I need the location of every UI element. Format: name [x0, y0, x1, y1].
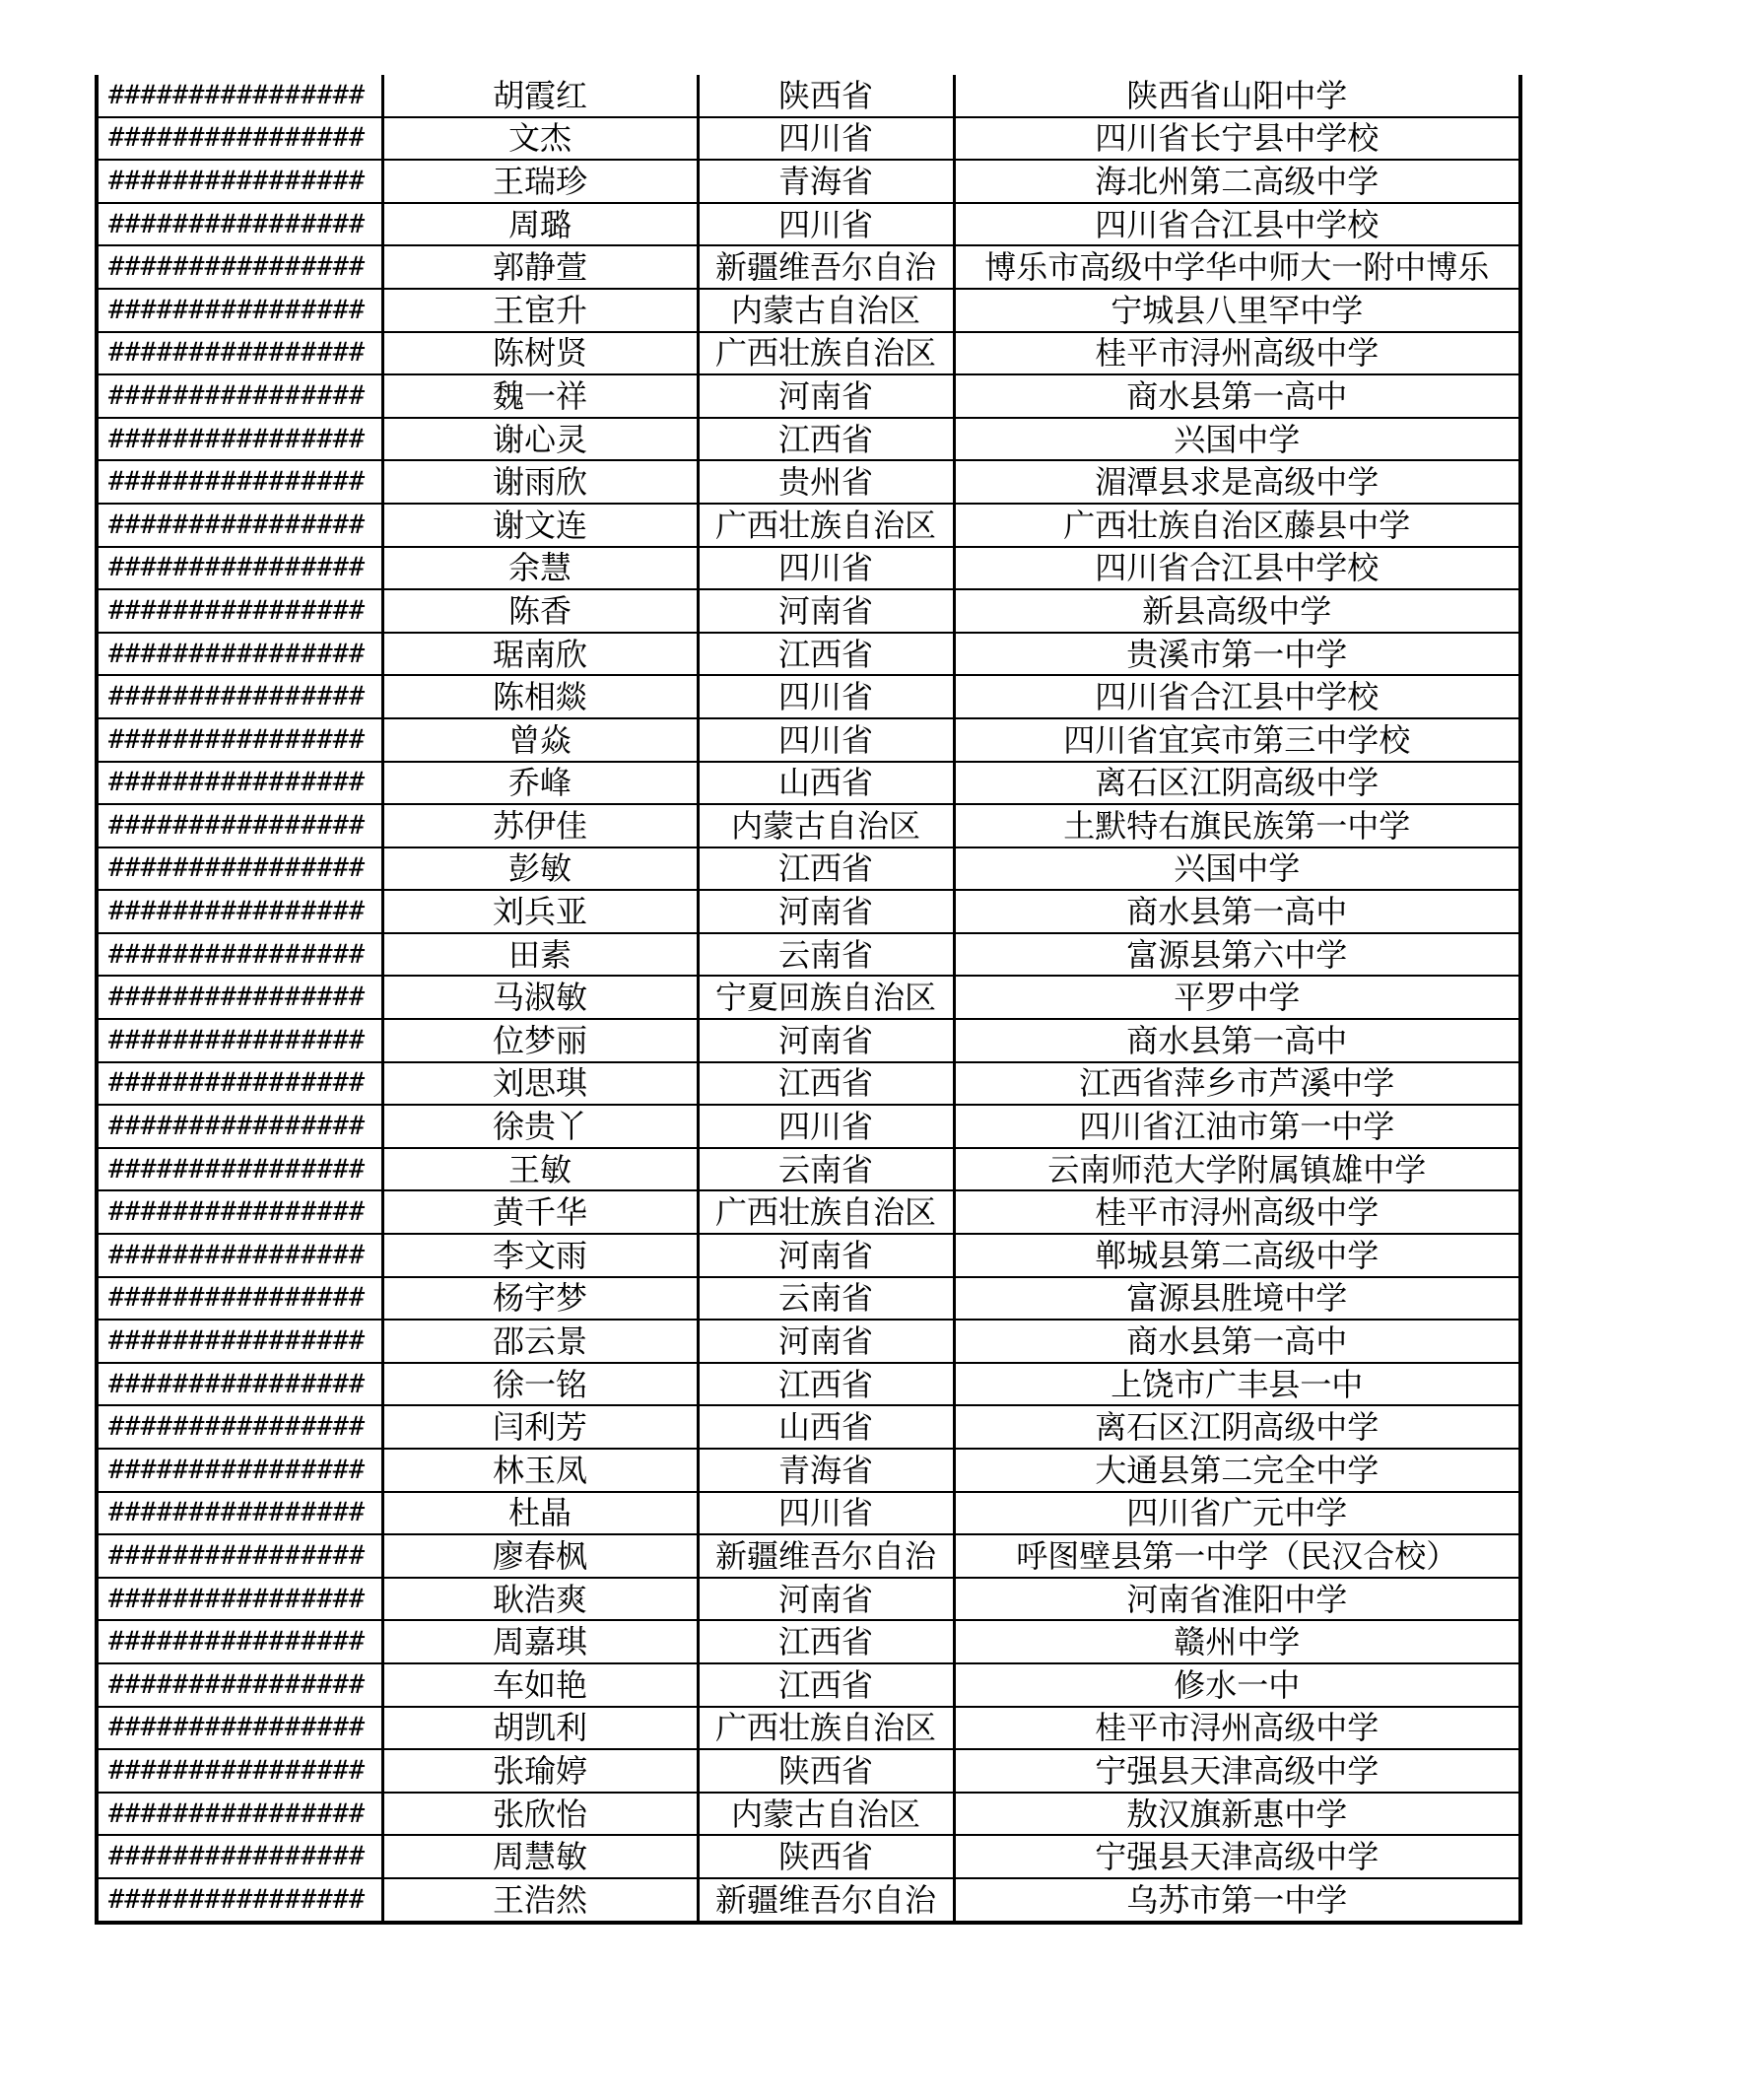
province-cell: 山西省 [698, 1405, 954, 1449]
id-cell: ################ [97, 1707, 382, 1750]
name-cell: 李文雨 [382, 1234, 698, 1277]
school-cell: 海北州第二高级中学 [954, 160, 1520, 203]
table-row [97, 374, 1520, 418]
table-row [97, 847, 1520, 891]
school-cell: 广西壮族自治区藤县中学 [954, 504, 1520, 547]
school-cell: 博乐市高级中学华中师大一附中博乐 [954, 245, 1520, 289]
table-row [97, 160, 1520, 203]
name-cell: 廖春枫 [382, 1534, 698, 1578]
table-row [97, 675, 1520, 718]
province-cell: 陕西省 [698, 75, 954, 117]
name-cell: 周璐 [382, 203, 698, 246]
school-cell: 四川省长宁县中学校 [954, 117, 1520, 161]
table-row [97, 1320, 1520, 1363]
table-row [97, 1793, 1520, 1836]
school-cell: 大通县第二完全中学 [954, 1449, 1520, 1492]
id-cell: ################ [97, 1148, 382, 1191]
name-cell: 谢雨欣 [382, 460, 698, 504]
table-row [97, 718, 1520, 762]
name-cell: 徐贵丫 [382, 1105, 698, 1148]
id-cell: ################ [97, 1620, 382, 1663]
name-cell: 彭敏 [382, 847, 698, 891]
name-cell: 谢文连 [382, 504, 698, 547]
school-cell: 郸城县第二高级中学 [954, 1234, 1520, 1277]
table-row [97, 890, 1520, 933]
school-cell: 四川省宜宾市第三中学校 [954, 718, 1520, 762]
province-cell: 四川省 [698, 547, 954, 590]
province-cell: 河南省 [698, 1234, 954, 1277]
id-cell: ################ [97, 1878, 382, 1923]
name-cell: 刘兵亚 [382, 890, 698, 933]
province-cell: 河南省 [698, 1320, 954, 1363]
table-row [97, 117, 1520, 161]
name-cell: 张欣怡 [382, 1793, 698, 1836]
province-cell: 广西壮族自治区 [698, 504, 954, 547]
name-cell: 苏伊佳 [382, 804, 698, 847]
school-cell: 宁强县天津高级中学 [954, 1835, 1520, 1878]
school-cell: 离石区江阴高级中学 [954, 1405, 1520, 1449]
school-cell: 呼图壁县第一中学（民汉合校） [954, 1534, 1520, 1578]
name-cell: 胡霞红 [382, 75, 698, 117]
table-row [97, 1105, 1520, 1148]
name-cell: 王浩然 [382, 1878, 698, 1923]
name-cell: 位梦丽 [382, 1019, 698, 1062]
table-row [97, 589, 1520, 633]
province-cell: 江西省 [698, 1363, 954, 1406]
id-cell: ################ [97, 1190, 382, 1234]
name-cell: 乔峰 [382, 762, 698, 805]
province-cell: 四川省 [698, 1105, 954, 1148]
school-cell: 陕西省山阳中学 [954, 75, 1520, 117]
name-cell: 陈树贤 [382, 332, 698, 375]
school-cell: 四川省合江县中学校 [954, 203, 1520, 246]
id-cell: ################ [97, 1534, 382, 1578]
id-cell: ################ [97, 804, 382, 847]
id-cell: ################ [97, 675, 382, 718]
id-cell: ################ [97, 1793, 382, 1836]
school-cell: 兴国中学 [954, 847, 1520, 891]
id-cell: ################ [97, 1277, 382, 1321]
id-cell: ################ [97, 1019, 382, 1062]
table-row [97, 332, 1520, 375]
name-cell: 琚南欣 [382, 633, 698, 676]
table-row [97, 976, 1520, 1019]
name-cell: 黄千华 [382, 1190, 698, 1234]
province-cell: 河南省 [698, 1578, 954, 1621]
id-cell: ################ [97, 1363, 382, 1406]
province-cell: 新疆维吾尔自治 [698, 245, 954, 289]
school-cell: 商水县第一高中 [954, 374, 1520, 418]
name-cell: 刘思琪 [382, 1062, 698, 1106]
table-row [97, 1492, 1520, 1535]
table-row [97, 1234, 1520, 1277]
province-cell: 四川省 [698, 203, 954, 246]
id-cell: ################ [97, 933, 382, 977]
province-cell: 青海省 [698, 1449, 954, 1492]
table-row [97, 1534, 1520, 1578]
id-cell: ################ [97, 418, 382, 461]
id-cell: ################ [97, 1835, 382, 1878]
school-cell: 商水县第一高中 [954, 1019, 1520, 1062]
id-cell: ################ [97, 847, 382, 891]
table-row [97, 1449, 1520, 1492]
id-cell: ################ [97, 117, 382, 161]
province-cell: 江西省 [698, 418, 954, 461]
id-cell: ################ [97, 589, 382, 633]
name-cell: 田素 [382, 933, 698, 977]
school-cell: 敖汉旗新惠中学 [954, 1793, 1520, 1836]
table-row [97, 933, 1520, 977]
name-cell: 马淑敏 [382, 976, 698, 1019]
table-row [97, 245, 1520, 289]
province-cell: 云南省 [698, 1277, 954, 1321]
name-cell: 杜晶 [382, 1492, 698, 1535]
province-cell: 四川省 [698, 718, 954, 762]
school-cell: 宁城县八里罕中学 [954, 289, 1520, 332]
province-cell: 宁夏回族自治区 [698, 976, 954, 1019]
table-row [97, 1019, 1520, 1062]
name-cell: 陈相燚 [382, 675, 698, 718]
province-cell: 江西省 [698, 847, 954, 891]
id-cell: ################ [97, 890, 382, 933]
province-cell: 四川省 [698, 117, 954, 161]
id-cell: ################ [97, 1405, 382, 1449]
table-row [97, 633, 1520, 676]
id-cell: ################ [97, 1492, 382, 1535]
table-row [97, 1878, 1520, 1923]
name-cell: 魏一祥 [382, 374, 698, 418]
table-row [97, 1707, 1520, 1750]
school-cell: 离石区江阴高级中学 [954, 762, 1520, 805]
school-cell: 江西省萍乡市芦溪中学 [954, 1062, 1520, 1106]
id-cell: ################ [97, 1663, 382, 1707]
id-cell: ################ [97, 633, 382, 676]
id-cell: ################ [97, 460, 382, 504]
id-cell: ################ [97, 1105, 382, 1148]
table-row [97, 1363, 1520, 1406]
province-cell: 江西省 [698, 633, 954, 676]
school-cell: 平罗中学 [954, 976, 1520, 1019]
name-cell: 张瑜婷 [382, 1749, 698, 1793]
school-cell: 土默特右旗民族第一中学 [954, 804, 1520, 847]
table-row [97, 1620, 1520, 1663]
province-cell: 广西壮族自治区 [698, 1190, 954, 1234]
name-cell: 王瑞珍 [382, 160, 698, 203]
province-cell: 江西省 [698, 1062, 954, 1106]
id-cell: ################ [97, 976, 382, 1019]
id-cell: ################ [97, 547, 382, 590]
province-cell: 贵州省 [698, 460, 954, 504]
name-cell: 余慧 [382, 547, 698, 590]
province-cell: 河南省 [698, 589, 954, 633]
table-row [97, 1148, 1520, 1191]
id-cell: ################ [97, 504, 382, 547]
province-cell: 广西壮族自治区 [698, 332, 954, 375]
name-cell: 徐一铭 [382, 1363, 698, 1406]
name-cell: 胡凯利 [382, 1707, 698, 1750]
table-row [97, 804, 1520, 847]
school-cell: 湄潭县求是高级中学 [954, 460, 1520, 504]
school-cell: 赣州中学 [954, 1620, 1520, 1663]
school-cell: 四川省合江县中学校 [954, 675, 1520, 718]
id-cell: ################ [97, 718, 382, 762]
school-cell: 河南省淮阳中学 [954, 1578, 1520, 1621]
province-cell: 河南省 [698, 890, 954, 933]
province-cell: 陕西省 [698, 1835, 954, 1878]
table-row [97, 75, 1520, 117]
name-cell: 邵云景 [382, 1320, 698, 1363]
name-cell: 周慧敏 [382, 1835, 698, 1878]
name-cell: 车如艳 [382, 1663, 698, 1707]
province-cell: 新疆维吾尔自治 [698, 1534, 954, 1578]
province-cell: 广西壮族自治区 [698, 1707, 954, 1750]
school-cell: 新县高级中学 [954, 589, 1520, 633]
table-row [97, 1578, 1520, 1621]
school-cell: 贵溪市第一中学 [954, 633, 1520, 676]
province-cell: 四川省 [698, 675, 954, 718]
name-cell: 杨宇梦 [382, 1277, 698, 1321]
table-row [97, 547, 1520, 590]
school-cell: 兴国中学 [954, 418, 1520, 461]
table-row [97, 504, 1520, 547]
province-cell: 四川省 [698, 1492, 954, 1535]
id-cell: ################ [97, 1234, 382, 1277]
id-cell: ################ [97, 1749, 382, 1793]
table-row [97, 203, 1520, 246]
table-body [97, 75, 1520, 1923]
school-cell: 上饶市广丰县一中 [954, 1363, 1520, 1406]
school-cell: 四川省合江县中学校 [954, 547, 1520, 590]
province-cell: 青海省 [698, 160, 954, 203]
name-cell: 耿浩爽 [382, 1578, 698, 1621]
table-row [97, 1835, 1520, 1878]
table-row [97, 1749, 1520, 1793]
student-table [95, 75, 1522, 1925]
id-cell: ################ [97, 245, 382, 289]
id-cell: ################ [97, 1449, 382, 1492]
school-cell: 商水县第一高中 [954, 890, 1520, 933]
province-cell: 内蒙古自治区 [698, 1793, 954, 1836]
name-cell: 曾焱 [382, 718, 698, 762]
school-cell: 桂平市浔州高级中学 [954, 332, 1520, 375]
id-cell: ################ [97, 1062, 382, 1106]
table-row [97, 1062, 1520, 1106]
table-row [97, 460, 1520, 504]
province-cell: 陕西省 [698, 1749, 954, 1793]
table-row [97, 1663, 1520, 1707]
province-cell: 内蒙古自治区 [698, 804, 954, 847]
table-row [97, 1405, 1520, 1449]
id-cell: ################ [97, 289, 382, 332]
school-cell: 桂平市浔州高级中学 [954, 1190, 1520, 1234]
id-cell: ################ [97, 374, 382, 418]
name-cell: 林玉凤 [382, 1449, 698, 1492]
school-cell: 四川省广元中学 [954, 1492, 1520, 1535]
school-cell: 云南师范大学附属镇雄中学 [954, 1148, 1520, 1191]
id-cell: ################ [97, 203, 382, 246]
school-cell: 宁强县天津高级中学 [954, 1749, 1520, 1793]
school-cell: 乌苏市第一中学 [954, 1878, 1520, 1923]
table-row [97, 1190, 1520, 1234]
id-cell: ################ [97, 762, 382, 805]
name-cell: 文杰 [382, 117, 698, 161]
table-row [97, 762, 1520, 805]
id-cell: ################ [97, 75, 382, 117]
name-cell: 郭静萱 [382, 245, 698, 289]
school-cell: 商水县第一高中 [954, 1320, 1520, 1363]
province-cell: 内蒙古自治区 [698, 289, 954, 332]
name-cell: 周嘉琪 [382, 1620, 698, 1663]
name-cell: 闫利芳 [382, 1405, 698, 1449]
school-cell: 富源县第六中学 [954, 933, 1520, 977]
province-cell: 云南省 [698, 1148, 954, 1191]
province-cell: 新疆维吾尔自治 [698, 1878, 954, 1923]
id-cell: ################ [97, 332, 382, 375]
table-row [97, 289, 1520, 332]
name-cell: 陈香 [382, 589, 698, 633]
id-cell: ################ [97, 1578, 382, 1621]
province-cell: 河南省 [698, 1019, 954, 1062]
school-cell: 四川省江油市第一中学 [954, 1105, 1520, 1148]
table-row [97, 1277, 1520, 1321]
id-cell: ################ [97, 160, 382, 203]
name-cell: 王宦升 [382, 289, 698, 332]
id-cell: ################ [97, 1320, 382, 1363]
province-cell: 山西省 [698, 762, 954, 805]
province-cell: 河南省 [698, 374, 954, 418]
province-cell: 江西省 [698, 1663, 954, 1707]
table-row [97, 418, 1520, 461]
province-cell: 江西省 [698, 1620, 954, 1663]
name-cell: 谢心灵 [382, 418, 698, 461]
school-cell: 桂平市浔州高级中学 [954, 1707, 1520, 1750]
school-cell: 修水一中 [954, 1663, 1520, 1707]
school-cell: 富源县胜境中学 [954, 1277, 1520, 1321]
name-cell: 王敏 [382, 1148, 698, 1191]
province-cell: 云南省 [698, 933, 954, 977]
